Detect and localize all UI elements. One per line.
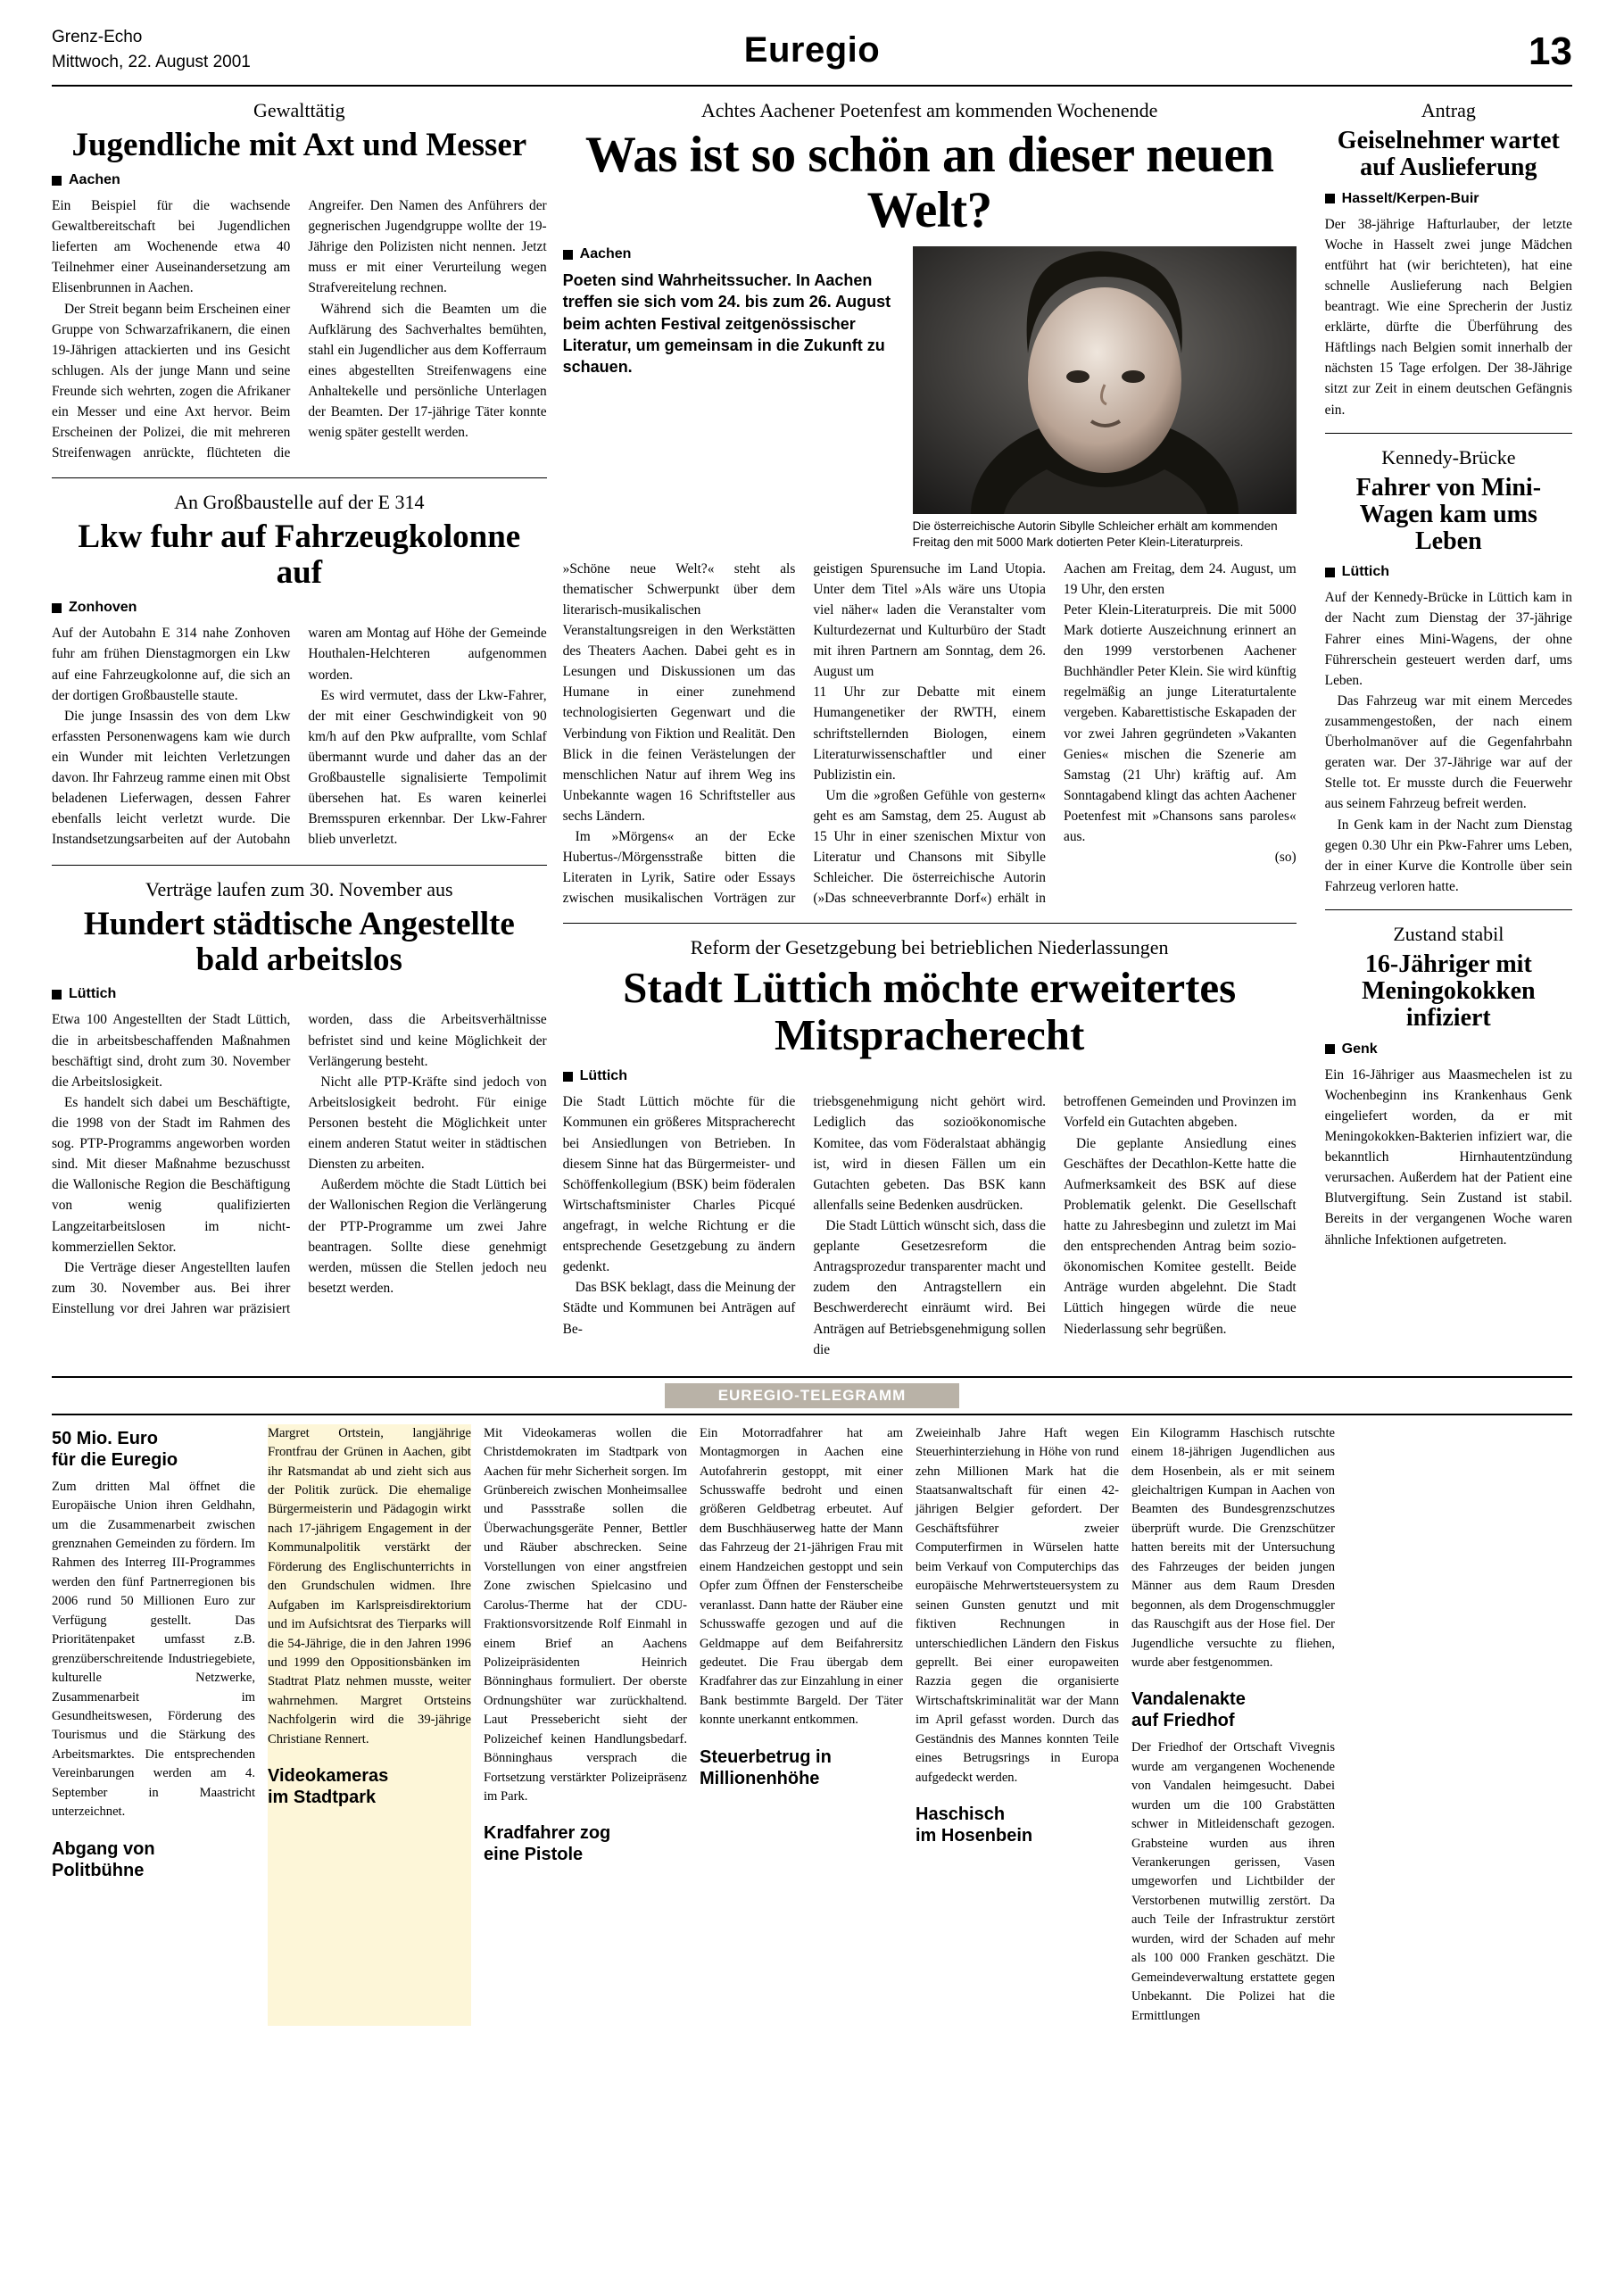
telegramm-title: Videokameras im Stadtpark <box>268 1766 389 1808</box>
telegramm-text <box>916 1424 1119 1788</box>
article-mitspracherecht <box>563 936 1297 1359</box>
telegramm-text <box>268 1424 471 1749</box>
paragraph: Die junge Insassin des von dem Lkw erfassten Personenwagens kam wie durch ein Wunder mit leichten Verletzungen davon. Ihr Fahrzeug ramme einen mit Obst beladenen Lieferwagen, dessen Fahrer ebenfalls leicht verletzt wurde. Die Instandsetzungsarbeiten auf der Autobahn waren am Montag auf Höhe der Gemeinde Houthalen-Helchteren aufgenommen worden. <box>52 626 547 848</box>
article-kicker: Reform der Gesetzgebung bei betrieblichen Niederlassungen <box>690 936 1169 959</box>
article-body <box>52 1009 547 1319</box>
paragraph: Ein Motorradfahrer hat am Montagmorgen in Aachen eine Autofahrerin gestoppt, mit einer Schusswaffe bedroht und einen größeren Geldbetrag erbeutet. Auf dem Buschhäuserweg hatte der Mann das Fahrzeug der 21-jährigen Frau mit einem Handzeichen gestoppt und sein Opfer zum Öffnen der Fensterscheibe veranlasst. Dann hatte der Räuber eine Schusswaffe gezogen und auf die Geldmappe auf dem Beifahrersitz gedeutet. Die Frau übergab dem Kradfahrer das zur Einzahlung in einer Bank bestimmte Bargeld. Der Täter konnte unerkannt entkommen. <box>700 1425 903 1728</box>
paragraph: Peter Klein-Literaturpreis. Die mit 5000 Mark dotierte Auszeichnung erinnert an den 1999 verstorbenen Aachener Buchhändler Peter Klein. Sie wird künftig regelmäßig an junge Literaturtalente vergeben. Kabarettistische Eskapaden der vor zwei Jahren gegründeten »Vakanten Genies« mischen die Szenerie am Samstag (21 Uhr) kräftig auf. Am Sonntagabend klingt das achten Aachener Poetenfest mit »Chansons sans paroles« aus. <box>1064 601 1297 845</box>
divider <box>563 923 1297 924</box>
paragraph: Der Streit begann beim Erscheinen einer Gruppe von Schwarzafrikanern, die einen 19-Jährigen attackierten und ins Gesicht schlugen. Als der junge Mann und seine Freunde sich wehrten, zogen die Afrikaner ein Messer und eine Axt hervor. Beim Erscheinen der Polizei, die mit mehreren Streifenwagen anrückte, flüchteten die Angreifer. Den Namen des Anführers der gegnerischen Jugendgruppe wollte der 19-Jährige den Polizisten nicht nennen. Jetzt muss er mit einer Verurteilung wegen Strafvereitelung rechnen. <box>52 198 547 461</box>
telegramm-columns <box>0 1415 1624 2026</box>
paragraph: Ein 16-Jähriger aus Maasmechelen ist zu Wochenbeginn ins Krankenhaus Genk eingeliefert worden, da er mit Meningokokken-Bakterien infiziert war, die bekanntlich Hirnhautentzündung verursachen. Außerdem hat der Patient eine Blutvergiftung. Sein Zustand ist stabil. Bereits in der vergangenen Woche waren ähnliche Infektionen aufgetreten. <box>1324 1066 1572 1248</box>
article-headline: 16-Jähriger mit Meningokokken infiziert <box>1362 950 1536 1033</box>
paragraph: Die geplante Ansiedlung eines Geschäftes der Decathlon-Kette hatte die Aufmerksamkeit des BSK auf diese Problematik gelenkt. Die Gesellschaft hatte zu Jahresbeginn und zuletzt im Mai den entsprechenden Antrag beim sozio-ökonomischen Komitee gestellt. Beide Anträge wurden abgelehnt. Die Stadt Lüttich hingegen würde die neue Niederlassung sehr begrüßen. <box>1064 1135 1297 1337</box>
column-right <box>1313 87 1572 1360</box>
body-col-3 <box>1064 1091 1297 1339</box>
paper-name: Grenz-Echo <box>52 28 143 46</box>
article-kicker: Gewalttätig <box>253 99 345 122</box>
telegramm-text <box>700 1424 903 1730</box>
article-headline: Was ist so schön an dieser neuen Welt? <box>584 127 1274 238</box>
article-body <box>563 559 1297 909</box>
paragraph: Im »Mörgens« an der Ecke Hubertus-/Mörgensstraße bitten die Literaten in Lyrik, Satire oder Essays zwischen musikalischen Vorträgen zur geistigen Spurensuche im Land Utopia. Unter dem Titel »Als wäre uns Utopia viel näher« laden die Veranstalter vom Kulturdezernat und Kulturbüro der Stadt mit ihren Partnern am Sonntag, dem 26. August um <box>562 560 1046 907</box>
bullet-square-icon <box>1325 194 1335 203</box>
article-headline: Stadt Lüttich möchte erweitertes Mitspracherecht <box>623 963 1237 1060</box>
photo-block <box>913 246 1297 551</box>
telegramm-title: Abgang von Politbühne <box>52 1838 155 1880</box>
telegramm-title: Steuerbetrug in Millionenhöhe <box>700 1746 832 1788</box>
article-kicker: Achtes Aachener Poetenfest am kommenden Wochenende <box>700 99 1158 122</box>
paragraph: Der Friedhof der Ortschaft Vivegnis wurde am vergangenen Wochenende von Vandalen heimgesucht. Dabei wurden um die 100 Grabstätten schwer in Mitleidenschaft gezogen. Grabsteine wurden aus ihren Verankerungen gerissen, Vasen umgeworfen und Lichtbilder der Verstorbenen mutwillig zerstört. Da auch Teile der Infrastruktur zerstört wurden, wird der Schaden auf mehr als 100 000 Franken geschätzt. Die Gemeindeverwaltung erstattete gegen Unbekannt. Die Polizei hat die Ermittlungen <box>1131 1740 1335 2023</box>
telegramm-text <box>484 1424 687 1807</box>
article-place <box>52 172 547 188</box>
article-angestellte <box>52 878 547 1320</box>
place-label: Hasselt/Kerpen-Buir <box>1341 190 1479 206</box>
article-place <box>1325 1041 1572 1058</box>
telegramm-text <box>1131 1738 1335 2026</box>
paragraph: In Genk kam in der Nacht zum Dienstag gegen 0.30 Uhr ein Pkw-Fahrer ums Leben, der in einer Kurve die Kontrolle über sein Fahrzeug verloren hatte. <box>1324 817 1572 894</box>
bullet-square-icon <box>1325 1044 1335 1054</box>
article-place <box>563 246 899 262</box>
place-label: Lüttich <box>1341 564 1389 580</box>
author-photo <box>913 246 1297 514</box>
column-middle <box>547 87 1313 1360</box>
body-col-3-text <box>1064 600 1297 847</box>
paragraph: Das BSK beklagt, dass die Meinung der Städte und Kommunen bei Anträgen auf Be- <box>562 1280 796 1337</box>
paragraph: Die Stadt Lüttich wünscht sich, dass die geplante Gesetzesreform die Antragsprozedur transparenter macht und zudem den Antragstellern ein Beschwerderecht einräumt wird. Bei Anträgen auf Betriebsgenehmigung sollen die <box>813 1217 1046 1357</box>
paragraph: Margret Ortstein, langjährige Frontfrau der Grünen in Aachen, gibt ihr Ratsmandat ab und zieht sich aus der Politik zurück. Die ehemalige Bürgermeisterin und Pädagogin wirkt nach 17-jährigem Engagement in der Kommunalpolitik verstärkt der Förderung des Englischunterrichts in den Grundschulen widmen. Ihre Aufgaben im Karlspreisdirektorium und im Aufsichtsrat des Tierparks will die 54-Jährige, die in den Jahren 1996 und 1999 den Oppositionsbänken im Stadtrat Platz nehmen musste, weiter wahrnehmen. Margret Ortsteins Nachfolgerin wird die 39-jährige Christiane Rennert. <box>268 1425 471 1746</box>
page-number: 13 <box>1529 29 1572 74</box>
telegramm-column-3 <box>484 1424 687 2026</box>
body-area <box>0 87 1624 1360</box>
article-body <box>563 1091 1297 1359</box>
telegramm-text <box>1131 1424 1335 1673</box>
paragraph: Die Verträge dieser Angestellten laufen zum 30. November aus. Bei ihrer Einstellung vor drei Jahren war präzisiert worden, dass die Arbeitsverhältnisse befristet sind und keine Möglichkeit der Verlängerung besteht. <box>52 1012 547 1317</box>
article-body <box>1325 1065 1572 1250</box>
paragraph: Es handelt sich dabei um Beschäftigte, die 1998 von der Stadt im Rahmen des sog. PTP-Programms angeworben worden sind. Mit dieser Maßnahme bezuschusst die Wallonische Region die Beschäftigung von wenig qualifizierten Langzeitarbeitslosen im nicht-kommerziellen Sektor. <box>52 1094 291 1255</box>
telegramm-column-6 <box>1131 1424 1335 2026</box>
bullet-square-icon <box>563 250 573 260</box>
paragraph: Das Fahrzeug war mit einem Mercedes zusammengestoßen, der nach einem Überholmanöver auf die Gegenfahrbahn geraten war. Der 37-Jährige war auf der Stelle tot. Er musste durch die Feuerwehr aus seinem Fahrzeug befreit werden. <box>1324 693 1572 812</box>
section-title: Euregio <box>743 30 881 70</box>
place-label: Aachen <box>579 246 632 262</box>
photo-caption: Die österreichische Autorin Sibylle Schleicher erhält am kommenden Freitag den mit 5000 Mark dotierten Peter Klein-Literaturpreis. <box>912 519 1278 550</box>
paragraph: Mit Videokameras wollen die Christdemokraten im Stadtpark von Aachen für mehr Sicherheit sorgen. Im Grünbereich zwischen Monheimsallee und Passstraße sollen die Überwachungsgeräte Penner, Bettler und Räuber abschrecken. Seine Vorstellungen von einer angstfreien Zone zwischen Spielcasino und Carolus-Therme hat der CDU-Fraktionsvorsitzende Rolf Einmahl in einem Brief an Aachens Polizeipräsidenten Heinrich Bönninghaus formuliert. Der oberste Ordnungshüter war zurückhaltend. Laut Pressebericht sieht der Polizeichef keinen Handlungsbedarf. Bönninghaus versprach die Fortsetzung verstärkter Polizeipräsenz im Park. <box>484 1425 687 1804</box>
article-lead: Poeten sind Wahrheitssucher. In Aachen treffen sie sich vom 24. bis zum 26. August beim achten Festival zeitgenössischer Literatur, um gemeinsam in die Zukunft zu schauen. <box>562 271 891 377</box>
place-label: Genk <box>1341 1041 1378 1057</box>
paragraph: Auf der Kennedy-Brücke in Lüttich kam in der Nacht zum Dienstag der 37-jährige Fahrer eines Mini-Wagens, der ohne Führerschein gesteuert werden darf, ums Leben. <box>1324 590 1572 688</box>
article-place <box>1325 191 1572 207</box>
paragraph: Während sich die Beamten um die Aufklärung des Sachverhaltes bemühten, stahl ein Jugendlicher aus dem Kofferraum eines abgestellten Streifenwagens eine Anhaltekelle und persönliche Unterlagen der Beamten. Der 17-jährige Täter konnte wenig später gestellt werden. <box>308 301 547 441</box>
telegramm-column-1 <box>52 1424 255 2026</box>
article-place <box>563 1068 1297 1084</box>
article-meningokokken <box>1325 923 1572 1250</box>
bullet-square-icon <box>563 1072 573 1082</box>
paragraph: Ein Kilogramm Haschisch rutschte einem 18-jährigen Jugendlichen aus dem Hosenbein, als er mit seinem gleichaltrigen Kumpan in Aachen von Beamten des Bundesgrenzschutzes überprüft wurde. Die Grenzschützer hatten bereits mit der Untersuchung des Fahrzeuges der beiden jungen Männer aus dem Raum Dresden begonnen, als dem Drogenschmuggler das Rauschgift aus der Hose fiel. Der Jugendliche versuchte zu fliehen, wurde aber festgenommen. <box>1131 1425 1335 1670</box>
article-headline: Lkw fuhr auf Fahrzeugkolonne auf <box>78 518 521 592</box>
article-signature: (so) <box>1274 850 1297 866</box>
place-label: Lüttich <box>579 1068 627 1084</box>
paragraph: Die Stadt Lüttich möchte für die Kommunen ein größeres Mitspracherecht bei Ansiedlungen von Betrieben. In diesem Sinne hat das Bürgermeister- und Schöffenkollegium (BSK) beim föderalen Wirtschaftsminister Charles Picqué angefragt, in welche Richtung er die entsprechende Gesetzgebung zu ändern gedenkt. <box>562 1094 796 1275</box>
divider <box>52 477 547 478</box>
telegramm-title: Kradfahrer zog eine Pistole <box>484 1823 611 1865</box>
place-label: Aachen <box>69 172 120 188</box>
telegramm-column-5 <box>916 1424 1119 2026</box>
paragraph: »Schöne neue Welt?« steht als thematischer Schwerpunkt über dem literarisch-musikalischen Veranstaltungsreigen in den Werkstätten des Theaters Aachen. Dabei geht es in Lesungen und Diskussionen um das Humane in einer zunehmend technologisierten Gegenwart und die Verbindung von Fiktion und Realität. Den Blick in die feinen Verästelungen der menschlichen Natur auf ihrem Weg ins Unbekannte wagen 16 Schriftsteller aus sechs Ländern. <box>562 560 796 824</box>
paragraph: Nicht alle PTP-Kräfte sind jedoch von Arbeitslosigkeit bedroht. Für einige Personen besteht die Möglichkeit unter einem anderen Statut weiter in städtischen Diensten zu arbeiten. <box>308 1074 547 1173</box>
telegramm-text <box>52 1478 255 1822</box>
body-col-1 <box>563 1091 796 1339</box>
paragraph: triebsgenehmigung nicht gehört wird. Lediglich das sozioökonomische Komitee, das vom Föderalstaat abhängig ist, wird in diesen Fällen um ein Gutachten gebeten. Das BSK kann allenfalls seine Bedenken ausdrücken. <box>813 1094 1046 1213</box>
article-kicker: Verträge laufen zum 30. November aus <box>145 877 453 900</box>
column-left <box>52 87 547 1360</box>
article-geiselnehmer <box>1325 99 1572 420</box>
article-kennedybruecke <box>1325 446 1572 897</box>
article-body <box>52 195 547 463</box>
divider <box>52 865 547 866</box>
article-kicker: An Großbaustelle auf der E 314 <box>174 491 425 514</box>
telegramm-label: EUREGIO-TELEGRAMM <box>665 1383 960 1408</box>
paragraph: Etwa 100 Angestellten der Stadt Lüttich, die in arbeitsbeschaffenden Maßnahmen beschäftigt sind, droht zum 30. November die Arbeitslosigkeit. <box>52 1012 291 1090</box>
telegramm-title: 50 Mio. Euro für die Euregio <box>52 1428 178 1470</box>
article-lkw <box>52 491 547 850</box>
divider <box>1325 909 1572 910</box>
article-place <box>1325 564 1572 580</box>
article-headline: Fahrer von Mini-Wagen kam ums Leben <box>1355 473 1542 556</box>
article-place <box>52 600 547 616</box>
paragraph: Zum dritten Mal öffnet die Europäische Union ihren Geldhahn, um die Zusammenarbeit zwischen grenznahen Gemeinden zu fördern. Im Rahmen des Interreg III-Programmes werden den fünf Partnerregionen bis 2006 rund 50 Millionen Euro zur Verfügung gestellt. Das Prioritätenpaket umfasst z.B. grenzüberschreitende Industriegebiete, kulturelle Netzwerke, Zusammenarbeit im Gesundheitswesen, Förderung des Tourismus und die Stärkung des Arbeitsmarktes. Die entsprechenden Vereinbarungen werden am 4. September in Maastricht unterzeichnet. <box>52 1479 255 1820</box>
paragraph: Ein Beispiel für die wachsende Gewaltbereitschaft bei Jugendlichen lieferten am Wochenende etwa 40 Teilnehmer einer Auseinandersetzung am Elisenbrunnen in Aachen. <box>52 198 291 296</box>
main-columns <box>52 87 1572 1360</box>
paragraph: Zweieinhalb Jahre Haft wegen Steuerhinterziehung in Höhe von rund zehn Millionen Mark hat die Staatsanwaltschaft für einen 42-jährigen Belgier gefordert. Der Geschäftsführer zweier Computerfirmen in Würselen hatte beim Verkauf von Computerchips das europäische Mehrwertsteuersystem zu seinen Gunsten genutzt und mit fiktiven Rechnungen in unterschiedlichen Ländern den Fiskus geprellt. Bei einer europaweiten Razzia gegen die organisierte Wirtschaftskriminalität war der Mann im April gefasst worden. Durch das Geständnis des Mannes konnten Teile eines Betrugsrings in Europa aufgedeckt werden. <box>916 1425 1119 1785</box>
paragraph: Es wird vermutet, dass der Lkw-Fahrer, der mit einer Geschwindigkeit von 90 km/h auf den Pkw aufprallte, vom Schlaf übermannt wurde und daher das an der Großbaustelle signalisierte Tempolimit übersehen hat. Es waren keinerlei Bremsspuren erkennbar. Der Lkw-Fahrer blieb unverletzt. <box>308 687 547 848</box>
article-headline: Hundert städtische Angestellte bald arbeitslos <box>83 905 515 978</box>
article-gewalttaetig <box>52 99 547 463</box>
article-kicker: Antrag <box>1421 99 1476 122</box>
paragraph: Auf der Autobahn E 314 nahe Zonhoven fuhr am frühen Dienstagmorgen ein Lkw auf eine Fahrzeugkolonne auf, die sich an der dortigen Großbaustelle staute. <box>52 626 291 703</box>
article-headline: Geiselnehmer wartet auf Auslieferung <box>1337 127 1560 182</box>
telegramm-title: Haschisch im Hosenbein <box>916 1804 1033 1846</box>
telegramm-title: Vandalenakte auf Friedhof <box>1131 1689 1246 1731</box>
place-label: Lüttich <box>69 986 117 1002</box>
body-col-2 <box>813 1091 1046 1359</box>
paragraph: betroffenen Gemeinden und Provinzen im Vorfeld ein Gutachten abgeben. <box>1064 1094 1297 1131</box>
body-col-3 <box>1064 600 1297 867</box>
article-poetenfest <box>563 99 1297 908</box>
masthead <box>0 0 1624 79</box>
article-place <box>52 986 547 1002</box>
telegramm-column-4 <box>700 1424 903 2026</box>
article-headline: Jugendliche mit Axt und Messer <box>71 127 527 164</box>
bullet-square-icon <box>52 603 62 613</box>
article-kicker: Zustand stabil <box>1393 923 1504 945</box>
telegramm-column-2 <box>268 1424 471 2026</box>
article-body <box>52 623 547 850</box>
place-label: Zonhoven <box>69 600 137 616</box>
paragraph: Um die »großen Gefühle von gestern« geht es am Samstag, dem 25. August ab 15 Uhr in einer szenischen Mixtur von Literatur und Chansons mit Sibylle Schleicher. Die österreichische Autorin (»Das schneeverbrannte Dorf«) erhält in Aachen am Freitag, dem 24. August, um 19 Uhr, den ersten <box>813 560 1297 907</box>
paragraph: Der 38-jährige Hafturlauber, der letzte Woche in Hasselt zwei junge Mädchen entführt hat (wir berichteten), hat eine schnelle Auslieferung nach Belgien beantragt. Wie eine Sprecherin der Justiz erklärte, dürfte die Überführung des Häftlings nach Belgien somit innerhalb der nächsten 15 Tage erfolgen. Der 38-Jährige sitzt zur Zeit in einem deutschen Gefängnis ein. <box>1324 216 1572 418</box>
article-body <box>1325 214 1572 420</box>
paragraph: 11 Uhr zur Debatte mit einem Humangenetiker der RWTH, einem schriftstellernden Biologen, einem Literaturwissenschaftler und einer Publizistin ein. <box>813 684 1046 783</box>
bullet-square-icon <box>52 176 62 186</box>
bullet-square-icon <box>52 990 62 1000</box>
telegramm-band <box>52 1376 1572 1415</box>
article-kicker: Kennedy-Brücke <box>1381 445 1516 469</box>
divider <box>1325 433 1572 434</box>
issue-date: Mittwoch, 22. August 2001 <box>52 52 251 71</box>
paragraph: Außerdem möchte die Stadt Lüttich bei der Wallonischen Region die Verlängerung der PTP-Programme um zwei Jahre beantragen. Sollte diese genehmigt werden, müssen die Stellen jedoch neu besetzt werden. <box>308 1177 547 1296</box>
portrait-graphic <box>913 246 1297 514</box>
bullet-square-icon <box>1325 568 1335 577</box>
article-body <box>1325 587 1572 897</box>
